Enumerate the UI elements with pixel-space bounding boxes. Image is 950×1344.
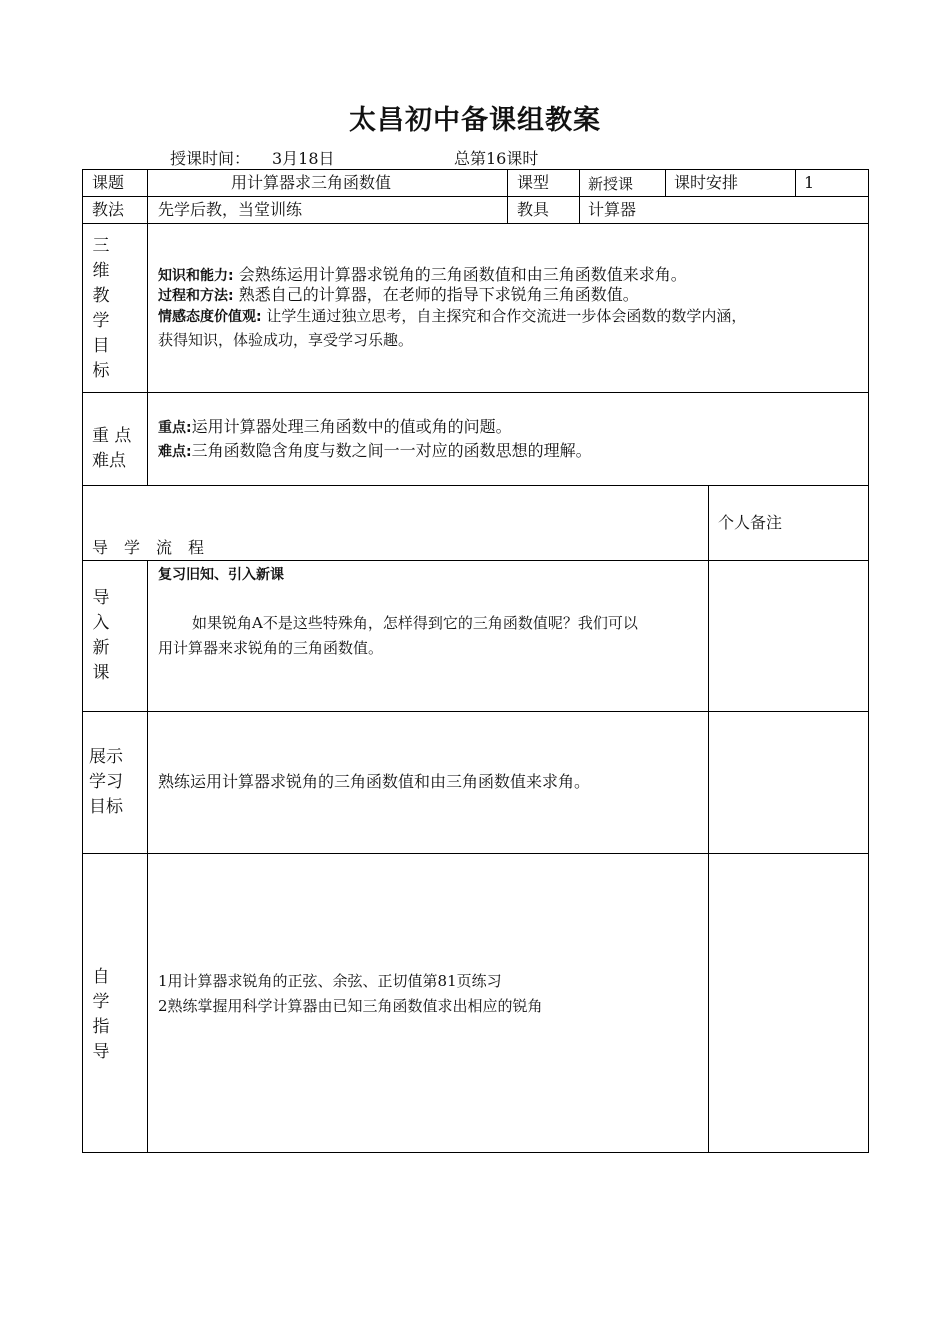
- emotion-goal-cont: 获得知识，体验成功，享受学习乐趣。: [158, 331, 414, 349]
- difficult-point: 难点:三角函数隐含角度与数之间一一对应的函数思想的理解。: [158, 441, 592, 460]
- method-value: 先学后教，当堂训练: [158, 200, 303, 219]
- date-value: 3月18日: [272, 149, 335, 168]
- self-study-item-1: 1用计算器求锐角的正弦、余弦、正切值第81页练习: [158, 972, 502, 990]
- document-title: 太昌初中备课组教案: [349, 105, 601, 136]
- difficult-points-label: 难点: [92, 451, 126, 471]
- column-divider: [507, 169, 508, 223]
- self-study-item-2: 2熟练掌握用科学计算器由已知三角函数值求出相应的锐角: [158, 997, 543, 1015]
- knowledge-goal: 知识和能力: 会熟练运用计算器求锐角的三角函数值和由三角函数值来求角。: [158, 265, 687, 284]
- method-label: 教法: [92, 200, 125, 219]
- teaching-tools-value: 计算器: [588, 200, 637, 219]
- intro-text-cont: 用计算器来求锐角的三角函数值。: [158, 639, 384, 657]
- row-divider: [82, 223, 869, 224]
- show-goals-label: 展示 学习 目标: [89, 747, 123, 817]
- column-divider: [147, 169, 148, 485]
- column-divider: [708, 485, 709, 1153]
- intro-text: 如果锐角A不是这些特殊角，怎样得到它的三角函数值呢？我们可以: [192, 614, 638, 632]
- schedule-value: 1: [804, 173, 815, 192]
- topic-value: 用计算器求三角函数值: [231, 173, 392, 192]
- intro-heading: 复习旧知、引入新课: [158, 567, 284, 583]
- column-divider: [147, 560, 148, 1153]
- emotion-goal: 情感态度价值观: 让学生通过独立思考，自主探究和合作交流进一步体会函数的数学内涵，: [158, 307, 747, 325]
- column-divider: [795, 169, 796, 196]
- intro-label: 导 入 新 课: [92, 588, 110, 683]
- row-divider: [82, 196, 869, 197]
- flow-header: 导 学 流 程: [92, 538, 205, 557]
- total-lessons: 总第16课时: [454, 149, 539, 168]
- key-point: 重点:运用计算器处理三角函数中的值或角的问题。: [158, 417, 512, 436]
- row-divider: [82, 560, 869, 561]
- key-points-label: 重 点: [92, 426, 132, 446]
- self-study-label: 自 学 指 导: [92, 967, 110, 1062]
- personal-notes-header: 个人备注: [718, 513, 783, 532]
- teaching-tools-label: 教具: [517, 200, 550, 219]
- date-label: 授课时间：: [170, 149, 251, 168]
- row-divider: [82, 485, 869, 486]
- lesson-type-value: 新授课: [588, 175, 634, 193]
- schedule-label: 课时安排: [674, 173, 739, 192]
- row-divider: [82, 711, 869, 712]
- column-divider: [579, 169, 580, 223]
- topic-label: 课题: [92, 173, 125, 192]
- lesson-type-label: 课型: [517, 173, 550, 192]
- process-goal: 过程和方法: 熟悉自己的计算器，在老师的指导下求锐角三角函数值。: [158, 285, 639, 304]
- show-goals-text: 熟练运用计算器求锐角的三角函数值和由三角函数值来求角。: [158, 772, 591, 791]
- row-divider: [82, 392, 869, 393]
- column-divider: [665, 169, 666, 196]
- row-divider: [82, 853, 869, 854]
- goals-label: 三 维 教 学 目 标: [92, 236, 110, 381]
